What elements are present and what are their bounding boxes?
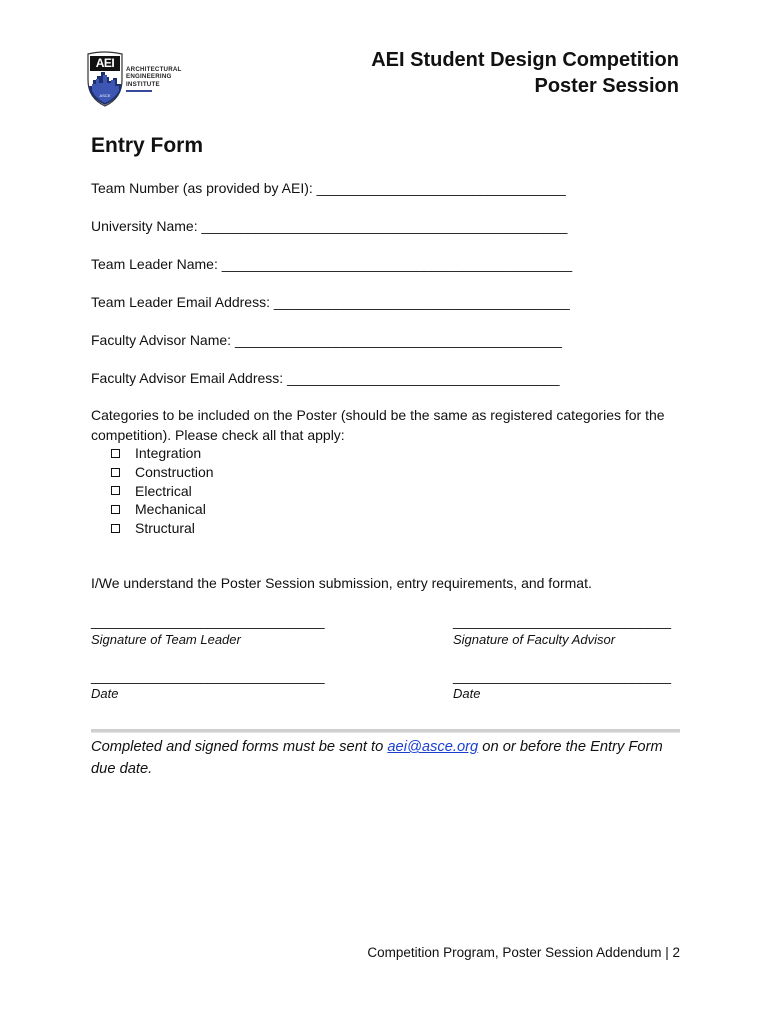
university-name-field[interactable]: University Name: _______________________________________________ bbox=[91, 218, 568, 234]
title-line-1: AEI Student Design Competition bbox=[371, 49, 679, 71]
checkbox[interactable] bbox=[111, 486, 120, 495]
team-number-field[interactable]: Team Number (as provided by AEI): ________________________________ bbox=[91, 180, 566, 196]
team-leader-email-field[interactable]: Team Leader Email Address: ______________________________________ bbox=[91, 294, 570, 310]
understand-statement: I/We understand the Poster Session submission, entry requirements, and format. bbox=[91, 575, 592, 591]
logo-text bbox=[126, 66, 182, 88]
category-label: Construction bbox=[135, 463, 214, 480]
logo-line: ENGINEERING bbox=[126, 73, 172, 81]
team-leader-signature-line[interactable]: ______________________________ bbox=[91, 613, 325, 629]
logo-line: ARCHITECTURAL bbox=[126, 66, 182, 73]
category-label: Electrical bbox=[135, 482, 192, 499]
logo-sub: ASCE bbox=[99, 93, 111, 98]
checkbox[interactable] bbox=[111, 524, 120, 533]
categories-intro: Categories to be included on the Poster (should be the same as registered categories for the competition). Please check all that apply: bbox=[91, 407, 665, 443]
category-item[interactable] bbox=[111, 463, 214, 482]
note-text: on or before the Entry Form due date. bbox=[91, 739, 663, 777]
category-item[interactable] bbox=[111, 444, 214, 463]
submission-note bbox=[91, 737, 691, 780]
faculty-date-line[interactable]: ____________________________ bbox=[453, 668, 672, 684]
divider bbox=[91, 729, 680, 733]
faculty-advisor-email-field[interactable]: Faculty Advisor Email Address: ___________________________________ bbox=[91, 370, 560, 386]
page-footer: Competition Program, Poster Session Addendum | 2 bbox=[367, 945, 680, 960]
faculty-signature-line[interactable]: ____________________________ bbox=[453, 613, 672, 629]
form-heading: Entry Form bbox=[91, 134, 204, 157]
email-link[interactable]: aei@asce.org bbox=[387, 739, 479, 755]
category-item[interactable] bbox=[111, 500, 214, 519]
category-item[interactable] bbox=[111, 519, 214, 538]
checkbox[interactable] bbox=[111, 449, 120, 458]
page-title bbox=[371, 47, 679, 99]
faculty-date-label: Date bbox=[453, 686, 481, 701]
checkbox[interactable] bbox=[111, 468, 120, 477]
team-leader-signature-label: Signature of Team Leader bbox=[91, 632, 241, 647]
team-leader-name-field[interactable]: Team Leader Name: _____________________________________________ bbox=[91, 256, 573, 272]
logo-mark: AEI bbox=[95, 56, 115, 70]
team-leader-date-line[interactable]: ______________________________ bbox=[91, 668, 325, 684]
category-label: Structural bbox=[135, 520, 195, 537]
category-list bbox=[111, 444, 214, 538]
checkbox[interactable] bbox=[111, 505, 120, 514]
title-line-2: Poster Session bbox=[534, 75, 679, 97]
logo-underline bbox=[126, 90, 152, 92]
category-label: Mechanical bbox=[135, 501, 206, 518]
logo-line: INSTITUTE bbox=[126, 80, 160, 88]
note-text: Completed and signed forms must be sent to bbox=[91, 739, 388, 755]
category-item[interactable] bbox=[111, 482, 214, 501]
faculty-advisor-name-field[interactable]: Faculty Advisor Name: __________________________________________ bbox=[91, 332, 562, 348]
category-label: Integration bbox=[135, 445, 202, 461]
team-leader-date-label: Date bbox=[91, 686, 119, 701]
faculty-signature-label: Signature of Faculty Advisor bbox=[453, 632, 616, 647]
